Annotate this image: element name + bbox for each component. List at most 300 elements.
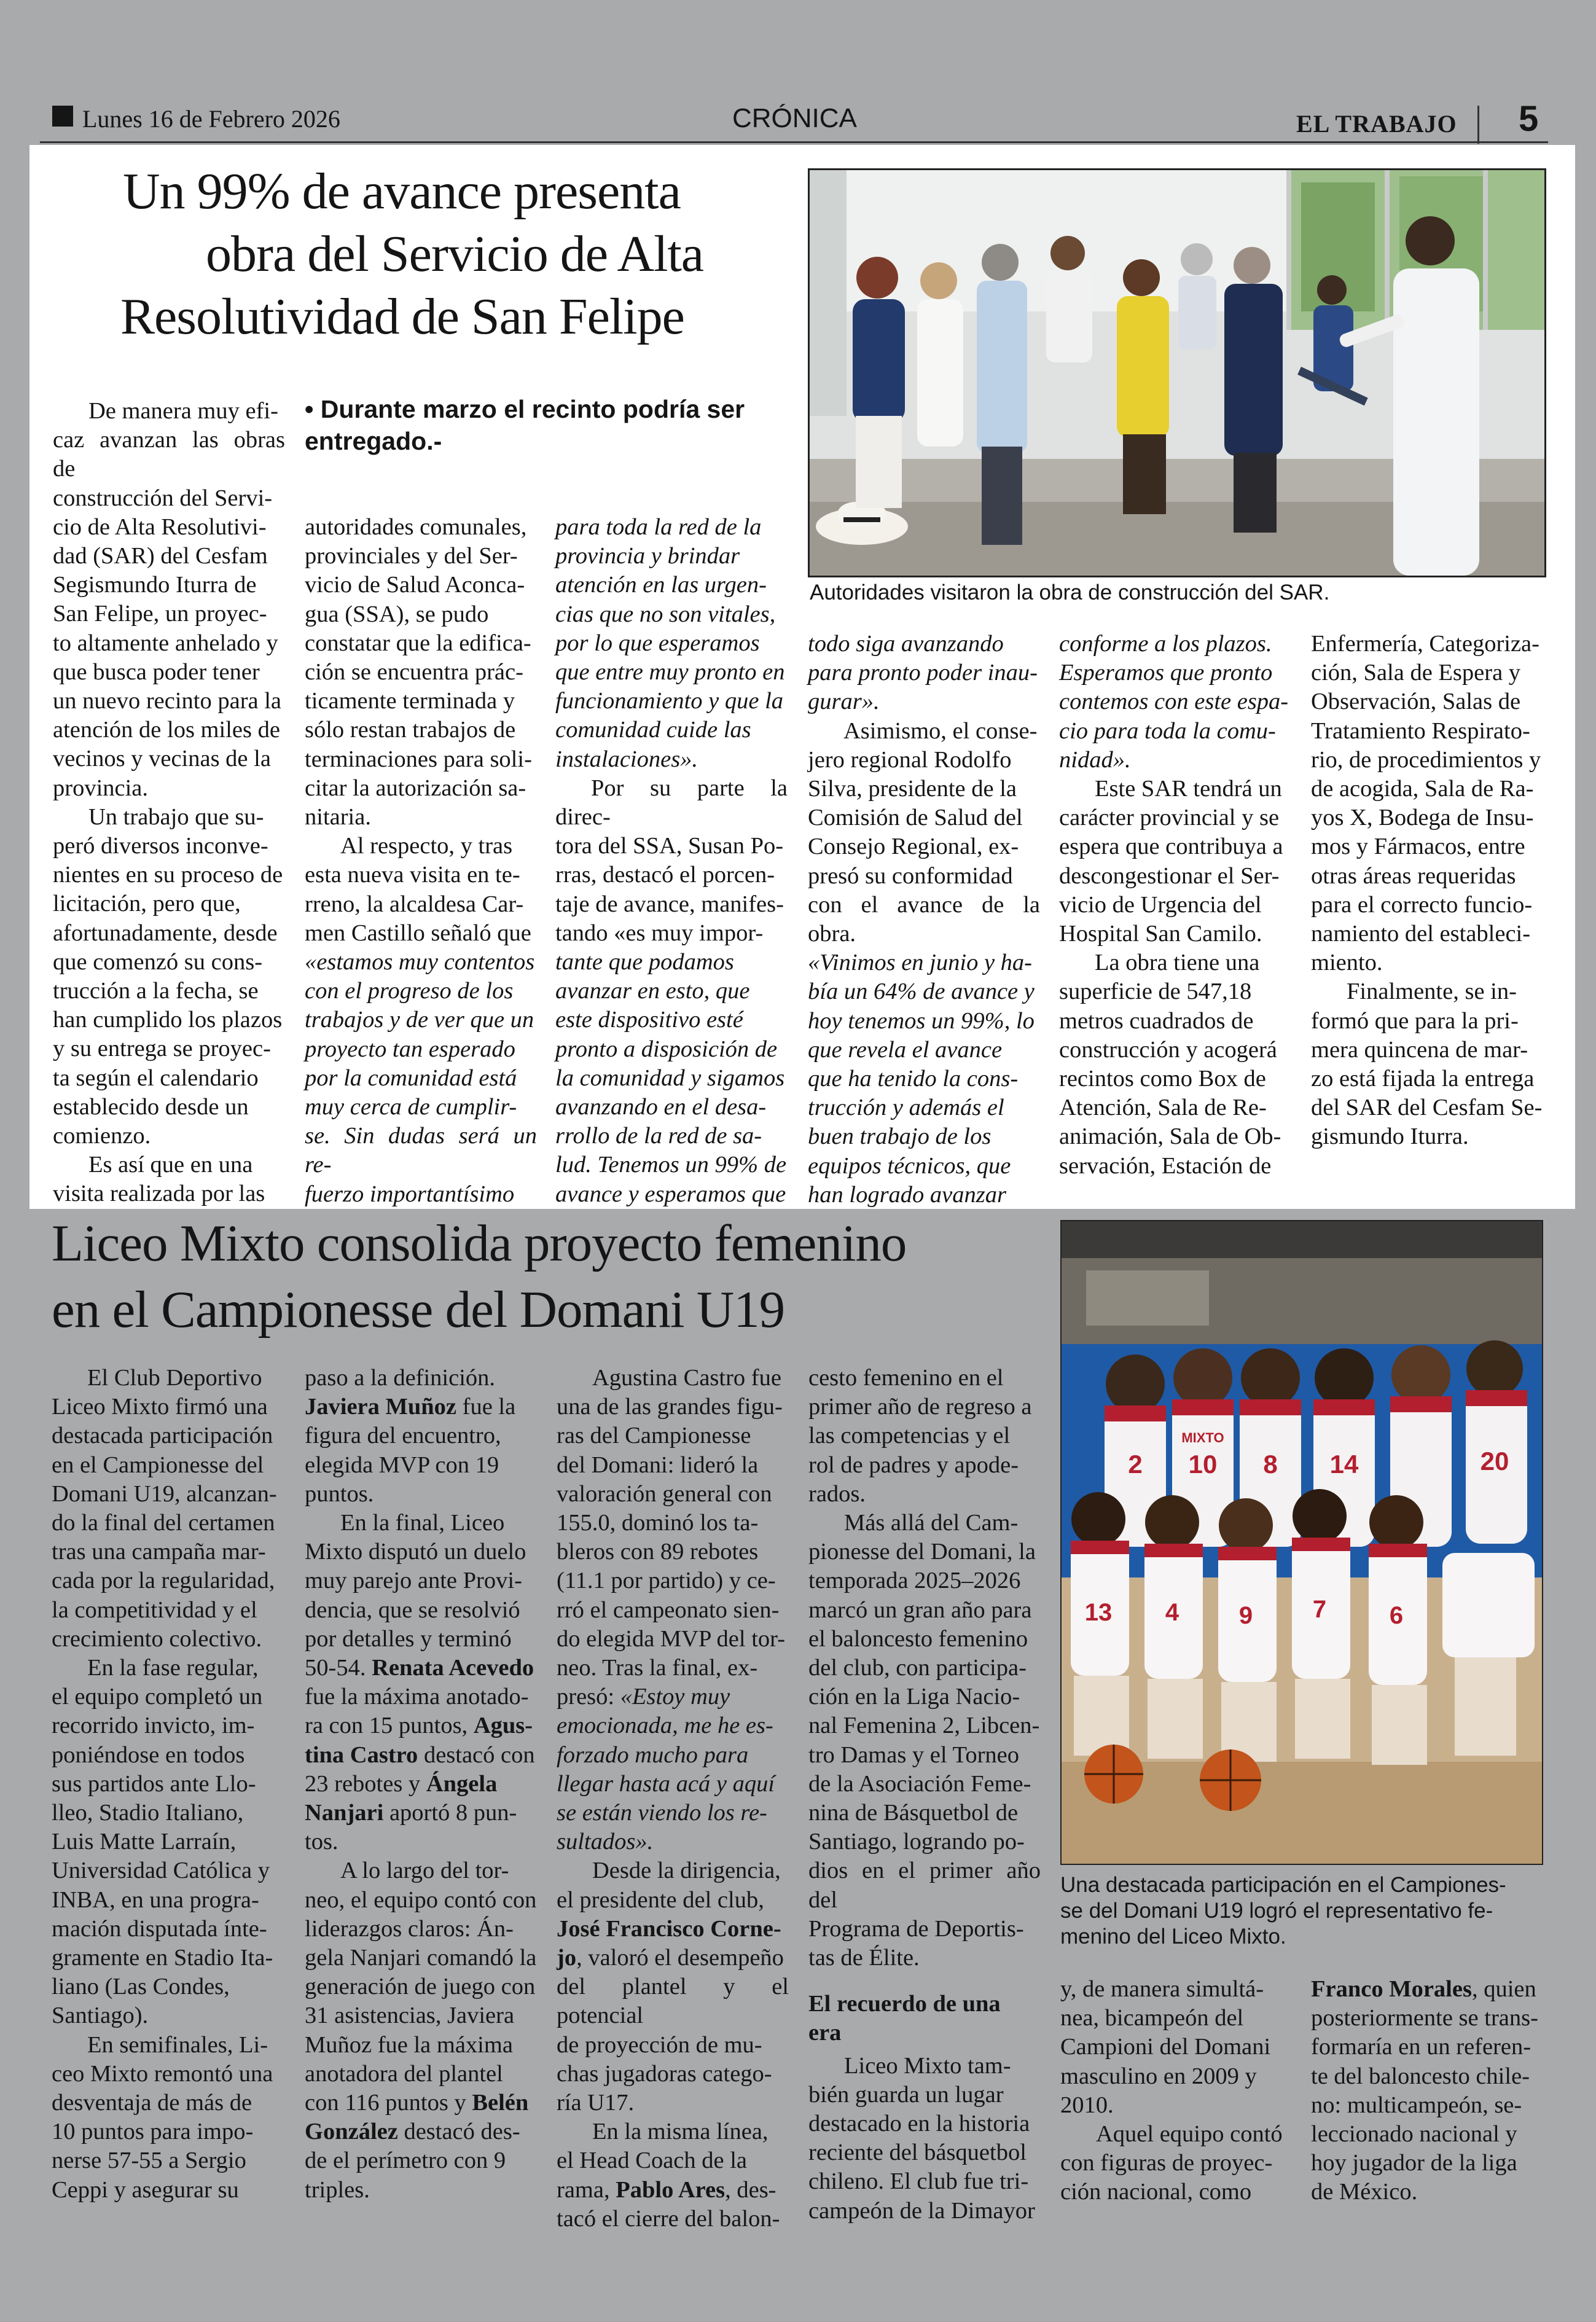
text-line: jero regional Rodolfo (808, 746, 1012, 773)
text-line: masculino en 2009 y (1060, 2063, 1257, 2089)
text-line: tos. (305, 1829, 338, 1855)
text-line: tro Damas y el Torneo (808, 1742, 1020, 1768)
text-line: Tratamiento Respirato- (1311, 717, 1530, 744)
text-line: del plantel y el potencial (557, 1974, 789, 2029)
text-line: que ha tenido la cons- (808, 1066, 1019, 1092)
text-line: muy parejo ante Provi- (305, 1568, 522, 1594)
text-line: jo (557, 1945, 577, 1971)
text-line: nientes en su proceso de (53, 862, 283, 888)
text-line: La obra tiene una (1095, 950, 1260, 976)
article2-column-5 (1060, 1975, 1293, 2207)
text-line: bleros con 89 rebotes (557, 1539, 759, 1565)
text-line: gurar». (808, 689, 880, 715)
text-line (557, 2176, 789, 2205)
text-line: Liceo Mixto firmó una (52, 1394, 268, 1420)
jersey-team-name: MIXTO (1181, 1430, 1224, 1445)
text-line: Renata Acevedo (372, 1655, 534, 1681)
text-line: Silva, presidente de la (808, 776, 1017, 802)
text-line: ceo Mixto remontó una (52, 2060, 273, 2087)
article1-column-6 (1311, 630, 1543, 1152)
header-page-number: 5 (1519, 99, 1539, 139)
text-line: formó que para la pri- (1311, 1007, 1519, 1034)
text-line: José Francisco Corne- (557, 1915, 781, 1942)
text-line: las competencias y el (808, 1423, 1011, 1449)
text-line: y su entrega se proyec- (53, 1036, 271, 1062)
text-line: de la Asociación Feme- (808, 1770, 1031, 1797)
text-line: Finalmente, se in- (1347, 979, 1517, 1005)
text-line: constatar que la edifica- (305, 630, 531, 656)
text-line: fue la máxima anotado- (305, 1684, 529, 1710)
text-line: Universidad Católica y (52, 1858, 270, 1884)
text-line (305, 1711, 537, 1740)
text-line: poniéndose en todos (52, 1742, 245, 1768)
text-line: Liceo Mixto tam- (844, 2052, 1011, 2079)
text-line: visita realizada por las (53, 1181, 265, 1207)
text-line: por la comunidad está (305, 1065, 517, 1091)
text-line: un nuevo recinto para la (53, 688, 282, 714)
text-line: posteriormente se trans- (1311, 2005, 1538, 2031)
front-jersey-number-1: 13 (1084, 1599, 1113, 1626)
article1-subhead-line2: entregado.- (305, 427, 442, 455)
text-line: mación disputada ínte- (52, 1915, 267, 1942)
text-line: Nanjari (305, 1800, 384, 1826)
text-line: 23 rebotes y (305, 1770, 426, 1797)
text-line: Javiera Muñoz (305, 1394, 456, 1420)
article2-column-6 (1311, 1975, 1543, 2207)
text-line: formaría en un referen- (1311, 2034, 1531, 2060)
text-line: tina Castro (305, 1742, 418, 1768)
text-line: trabajos y de ver que un (305, 1007, 534, 1033)
header-rule (40, 141, 1548, 143)
text-line: no: multicampeón, se- (1311, 2092, 1522, 2118)
header-divider (1477, 106, 1479, 144)
text-line: Es así que en una (88, 1152, 253, 1178)
text-line: dencia, que se resolvió (305, 1597, 520, 1623)
text-line: pronto a disposición de (555, 1036, 778, 1062)
back-jersey-number-4: 14 (1329, 1450, 1359, 1479)
text-line: figura del encuentro, (305, 1423, 501, 1449)
text-line: licitación, pero que, (53, 891, 241, 917)
text-line: carácter provincial y se (1059, 805, 1280, 831)
text-line: servación, Estación de (1059, 1152, 1272, 1179)
text-line: nerse 57-55 a Sergio (52, 2148, 246, 2174)
text-line: del club, con participa- (808, 1655, 1027, 1681)
text-line: tora del SSA, Susan Po- (555, 833, 784, 859)
text-line: rados. (808, 1480, 866, 1507)
text-line: avance y esperamos que (555, 1181, 786, 1207)
text-line: vicio de Urgencia del (1059, 891, 1262, 918)
text-line: destacó des- (397, 2119, 520, 2145)
text-line: 10 puntos para impo- (52, 2119, 254, 2145)
text-line: valoración general con (557, 1480, 772, 1507)
text-line: liderazgos claros: Án- (305, 1915, 514, 1942)
text-line: rama, (557, 2176, 616, 2203)
text-line: avanzando en el desa- (555, 1094, 767, 1120)
article2-column-2 (305, 1364, 537, 2205)
text-line: cada por la regularidad, (52, 1568, 275, 1594)
text-line: Asimismo, el conse- (843, 717, 1038, 744)
text-line: este dispositivo esté (555, 1007, 743, 1033)
text-line: primer año de regreso a (808, 1394, 1032, 1420)
text-line: construcción y acogerá (1059, 1036, 1277, 1063)
front-jersey-number-4: 7 (1312, 1596, 1327, 1623)
text-line: Este SAR tendrá un (1095, 776, 1282, 802)
text-line: construcción del Servi- (53, 485, 273, 511)
back-jersey-number-2: 10 (1188, 1450, 1218, 1479)
text-line: ción, Sala de Espera y (1311, 660, 1521, 686)
text-line: con figuras de proyec- (1060, 2150, 1273, 2176)
text-line: establecido desde un (53, 1093, 249, 1120)
text-line: provincia y brindar (555, 543, 740, 569)
text-line: todo siga avanzando (808, 631, 1004, 657)
text-line: ras del Campionesse (557, 1423, 751, 1449)
text-line: puntos. (305, 1480, 374, 1507)
text-line: nea, bicampeón del (1060, 2005, 1244, 2031)
text-line: recintos como Box de (1059, 1066, 1266, 1092)
text-line: vecinos y vecinas de la (53, 746, 271, 772)
text-line: provinciales y del Ser- (305, 543, 518, 569)
text-line: por lo que esperamos (555, 630, 760, 656)
text-line: Luis Matte Larraín, (52, 1829, 237, 1855)
text-line: reciente del básquetbol (808, 2140, 1027, 2166)
text-line: citar la autorización sa- (305, 775, 526, 801)
text-line: Agus- (473, 1713, 533, 1739)
text-line: Un trabajo que su- (88, 803, 264, 830)
text-line: con el avance de la obra. (808, 891, 1040, 947)
text-line: rras, destacó el porcen- (555, 862, 775, 888)
text-line: conforme a los plazos. (1059, 631, 1272, 657)
team-photo-caption-line3: menino del Liceo Mixto. (1060, 1925, 1286, 1949)
team-photo (1060, 1220, 1543, 1865)
text-line: ra con 15 puntos, (305, 1713, 468, 1739)
text-line (557, 1915, 789, 1944)
text-line: de acogida, Sala de Ra- (1311, 776, 1534, 802)
text-line: destacado en la historia (808, 2111, 1030, 2137)
text-line: animación, Sala de Ob- (1059, 1124, 1281, 1150)
text-line: generación de juego con (305, 1974, 536, 2000)
text-line: anotadora del plantel (305, 2060, 503, 2087)
text-line: han cumplido los plazos (53, 1007, 283, 1033)
article1-title-line1: Un 99% de avance presenta (123, 163, 681, 220)
text-line: Por su parte la direc- (555, 775, 788, 831)
text-line: namiento del estableci- (1311, 921, 1531, 947)
header-bullet-square (52, 106, 73, 127)
text-line: que comenzó su cons- (53, 948, 263, 975)
text-line: miento. (1311, 950, 1383, 976)
text-line: nina de Básquetbol de (808, 1800, 1019, 1826)
text-line: Ceppi y asegurar su (52, 2176, 239, 2203)
text-line: Santiago). (52, 2003, 149, 2029)
text-line: «Estoy muy (620, 1684, 730, 1710)
text-line: ría U17. (557, 2090, 635, 2116)
text-line: hoy tenemos un 99%, lo (808, 1007, 1035, 1034)
text-line: rol de padres y apode- (808, 1452, 1019, 1478)
text-line: chas jugadoras catego- (557, 2060, 772, 2087)
text-line: tas de Élite. (808, 1945, 920, 1971)
text-line: Segismundo Iturra de (53, 572, 257, 598)
text-line: llegar hasta acá y aquí (557, 1770, 775, 1797)
text-line: buen trabajo de los (808, 1124, 992, 1150)
article2-title-line2: en el Campionesse del Domani U19 (52, 1281, 785, 1339)
text-line: taje de avance, manifes- (555, 891, 784, 917)
text-line: leccionado nacional y (1311, 2121, 1517, 2148)
text-line: Consejo Regional, ex- (808, 834, 1019, 860)
text-line: Al respecto, y tras (340, 833, 513, 859)
text-line: vicio de Salud Aconca- (305, 572, 525, 598)
article2-column-4 (808, 1364, 1041, 2226)
header-section: CRÓNICA (732, 103, 857, 133)
text-line: de el perímetro con 9 (305, 2148, 506, 2174)
text-line: A lo largo del tor- (340, 1858, 509, 1884)
text-line: rrollo de la red de sa- (555, 1123, 762, 1149)
text-line (305, 1799, 537, 1828)
text-line: tacó el cierre del balon- (557, 2205, 780, 2232)
text-line: atención de los miles de (53, 717, 280, 743)
text-line: Campioni del Domani (1060, 2034, 1271, 2060)
article2-subhead-line2: era (808, 2020, 842, 2046)
text-line: do elegida MVP del tor- (557, 1625, 786, 1652)
text-line: de México. (1311, 2179, 1418, 2205)
front-jersey-number-2: 4 (1165, 1599, 1179, 1626)
text-line: sultados». (557, 1829, 654, 1855)
text-line: ción en la Liga Nacio- (808, 1684, 1020, 1710)
text-line: cesto femenino en el (808, 1365, 1004, 1391)
sar-visit-photo (808, 168, 1546, 577)
text-line: para el correcto funcio- (1311, 891, 1533, 918)
back-jersey-number-3: 8 (1263, 1450, 1278, 1479)
text-line: cias que no son vitales, (555, 601, 776, 627)
text-line: superficie de 547,18 (1059, 979, 1252, 1005)
text-line (305, 1393, 537, 1421)
text-line: Santiago, logrando po- (808, 1829, 1025, 1855)
text-line: en el Campionesse del (52, 1452, 264, 1478)
text-line: nidad». (1059, 746, 1131, 773)
text-line: descongestionar el Ser- (1059, 862, 1280, 889)
article2-title-line1: Liceo Mixto consolida proyecto femenino (52, 1214, 907, 1272)
text-line: cio de Alta Resolutivi- (53, 514, 267, 540)
text-line: sólo restan trabajos de (305, 717, 516, 743)
text-line: espera que contribuya a (1059, 834, 1283, 860)
text-line: el presidente del club, (557, 1886, 764, 1913)
header-paper-name: EL TRABAJO (1296, 110, 1457, 138)
text-line: fue la (456, 1394, 516, 1420)
text-line: tante que podamos (555, 949, 734, 975)
text-line: dios en el primer año del (808, 1858, 1041, 1913)
text-line: rreno, la alcaldesa Car- (305, 891, 524, 917)
text-line: De manera muy efi- (88, 398, 278, 424)
text-line: San Felipe, un proyec- (53, 601, 267, 627)
text-line: nal Femenina 2, Libcen- (808, 1713, 1040, 1739)
text-line: Ángela (426, 1770, 498, 1797)
back-jersey-number-5: 20 (1480, 1447, 1509, 1476)
text-line: Esperamos que pronto (1059, 660, 1273, 686)
text-line: En semifinales, Li- (87, 2031, 268, 2058)
text-line: 155.0, dominó los ta- (557, 1510, 759, 1536)
text-line: forzado mucho para (557, 1742, 749, 1768)
text-line: triples. (305, 2176, 370, 2203)
text-line: trucción a la fecha, se (53, 978, 259, 1004)
text-line: neo. Tras la final, ex- (557, 1655, 758, 1681)
sar-photo-caption: Autoridades visitaron la obra de construcción del SAR. (810, 580, 1330, 604)
text-line: emocionada, me he es- (557, 1713, 773, 1739)
article1-title-line3: Resolutividad de San Felipe (120, 288, 684, 345)
text-line: gela Nanjari comandó la (305, 1945, 537, 1971)
text-line: zo está fijada la entrega (1311, 1066, 1535, 1092)
text-line: muy cerca de cumplir- (305, 1094, 517, 1120)
team-photo-caption-line2: se del Domani U19 logró el representativo fe- (1060, 1899, 1493, 1923)
text-line: proyecto tan esperado (305, 1036, 515, 1062)
text-line: funcionamiento y que la (555, 688, 784, 714)
text-line: Enfermería, Categoriza- (1311, 631, 1539, 657)
text-line (1311, 1975, 1543, 2004)
article1-column-4 (808, 630, 1040, 1210)
text-line: gua (SSA), se pudo (305, 601, 489, 627)
team-photo-caption-line1: Una destacada participación en el Campiones- (1060, 1873, 1506, 1897)
text-line: y, de manera simultá- (1060, 1976, 1264, 2002)
text-line: peró diversos inconve- (53, 833, 268, 859)
text-line: la competitividad y el (52, 1597, 257, 1623)
text-line (557, 1944, 789, 1972)
text-line: Más allá del Cam- (844, 1510, 1019, 1536)
text-line: temporada 2025–2026 (808, 1568, 1021, 1594)
text-line: la comunidad y sigamos (555, 1065, 785, 1091)
text-line: del Domani: lideró la (557, 1452, 759, 1478)
back-jersey-number-1: 2 (1128, 1450, 1143, 1479)
text-line: ta según el calendario (53, 1065, 259, 1091)
text-line: ción nacional, como (1060, 2179, 1252, 2205)
text-line: En la final, Liceo (340, 1510, 505, 1536)
text-line: el equipo completó un (52, 1684, 263, 1710)
text-line (305, 2089, 537, 2117)
text-line: INBA, en una progra- (52, 1886, 259, 1913)
article1-column-3 (555, 513, 788, 1209)
text-line: te del baloncesto chile- (1311, 2063, 1530, 2089)
article1-column-5 (1059, 630, 1291, 1181)
text-line: elegida MVP con 19 (305, 1452, 499, 1478)
text-line: , des- (725, 2176, 776, 2203)
text-line (305, 1654, 537, 1683)
text-line: el baloncesto femenino (808, 1625, 1028, 1652)
text-line: presó su conformidad (808, 862, 1013, 889)
text-line: avanzar en esto, que (555, 978, 750, 1004)
text-line: esta nueva visita en te- (305, 862, 520, 888)
text-line: Atención, Sala de Re- (1059, 1095, 1267, 1121)
text-line: Belén (472, 2090, 529, 2116)
text-line: fuerzo importantísimo (305, 1181, 515, 1207)
text-line: Comisión de Salud del (808, 805, 1023, 831)
text-line: que revela el avance (808, 1036, 1003, 1063)
text-line: autoridades comunales, (305, 514, 527, 540)
text-line: terminaciones para soli- (305, 746, 532, 772)
text-line: destacada participación (52, 1423, 273, 1449)
text-line: del SAR del Cesfam Se- (1311, 1095, 1543, 1121)
text-line: el Head Coach de la (557, 2148, 747, 2174)
text-line: «estamos muy contentos (305, 949, 535, 975)
text-line: Hospital San Camilo. (1059, 921, 1262, 947)
article1-subhead-line1: • Durante marzo el recinto podría ser (305, 395, 745, 423)
text-line: to altamente anhelado y (53, 630, 278, 656)
text-line: contemos con este espa- (1059, 689, 1289, 715)
text-line: Franco Morales (1311, 1976, 1472, 2002)
text-line: han logrado avanzar (808, 1181, 1006, 1208)
header-date: Lunes 16 de Febrero 2026 (82, 105, 340, 133)
text-line: atención en las urgen- (555, 572, 767, 598)
text-line: presó: (557, 1684, 615, 1710)
text-line: do la final del certamen (52, 1510, 275, 1536)
text-line: bía un 64% de avance y (808, 979, 1035, 1005)
team-photo-caption (1060, 1872, 1546, 1950)
text-line: caz avanzan las obras de (53, 427, 285, 482)
text-line: 2010. (1060, 2092, 1114, 2118)
text-line: que busca poder tener (53, 659, 260, 685)
front-jersey-number-3: 9 (1238, 1602, 1253, 1629)
text-line: comunidad cuide las (555, 717, 751, 743)
text-line: 50-54. (305, 1655, 366, 1681)
text-line: campeón de la Dimayor (808, 2197, 1035, 2224)
text-line: instalaciones». (555, 746, 698, 772)
text-line: En la misma línea, (592, 2119, 769, 2145)
text-line: hoy jugador de la liga (1311, 2150, 1517, 2176)
text-line: Domani U19, alcanzan- (52, 1480, 277, 1507)
text-line: chileno. El club fue tri- (808, 2168, 1029, 2195)
text-line: para toda la red de la (555, 514, 762, 540)
text-line: paso a la definición. (305, 1365, 496, 1391)
text-line: crecimiento colectivo. (52, 1625, 262, 1652)
text-line: Aquel equipo contó (1096, 2121, 1283, 2148)
text-line: 31 asistencias, Javiera (305, 2003, 515, 2029)
text-line: mera quincena de mar- (1311, 1036, 1528, 1063)
text-line (305, 1741, 537, 1770)
text-line: , quien (1471, 1976, 1536, 2002)
text-line: de proyección de mu- (557, 2031, 762, 2058)
text-line: González (305, 2119, 398, 2145)
text-line: ticamente terminada y (305, 688, 515, 714)
text-line: men Castillo señaló que (305, 920, 531, 946)
text-line: cio para toda la comu- (1059, 717, 1276, 744)
text-line: neo, el equipo contó con (305, 1886, 537, 1913)
text-line: Observación, Salas de (1311, 689, 1521, 715)
text-line: desventaja de más de (52, 2090, 252, 2116)
text-line: En la fase regular, (87, 1655, 259, 1681)
article1-title-line2: obra del Servicio de Alta (206, 225, 704, 283)
text-line: Programa de Deportis- (808, 1915, 1024, 1942)
text-line: mos y Fármacos, entre (1311, 834, 1525, 860)
article1-column-1 (53, 397, 285, 1209)
text-line: por detalles y terminó (305, 1625, 512, 1652)
text-line: comienzo. (53, 1123, 151, 1149)
article1-column-2 (305, 513, 537, 1209)
text-line: Agustina Castro fue (592, 1365, 781, 1391)
text-line: aportó 8 pun- (383, 1800, 517, 1826)
text-line: lud. Tenemos un 99% de (555, 1152, 787, 1178)
text-line: que entre muy pronto en (555, 659, 785, 686)
text-line: bién guarda un lugar (808, 2081, 1004, 2108)
text-line: gismundo Iturra. (1311, 1124, 1469, 1150)
text-line: yos X, Bodega de Insu- (1311, 805, 1534, 831)
text-line: Muñoz fue la máxima (305, 2031, 513, 2058)
text-line: rró el campeonato sien- (557, 1597, 780, 1623)
text-line: pionesse del Domani, la (808, 1539, 1036, 1565)
text-line: trucción y además el (808, 1095, 1004, 1121)
text-line: se. Sin dudas será un re- (305, 1123, 537, 1178)
article2-column-3 (557, 1364, 789, 2234)
text-line: Mixto disputó un duelo (305, 1539, 526, 1565)
text-line: una de las grandes figu- (557, 1394, 783, 1420)
text-line: tando «es muy impor- (555, 920, 764, 946)
text-line: , valoró el desempeño (576, 1945, 784, 1971)
text-line: con 116 puntos y (305, 2090, 472, 2116)
text-line: gramente en Stadio Ita- (52, 1945, 273, 1971)
